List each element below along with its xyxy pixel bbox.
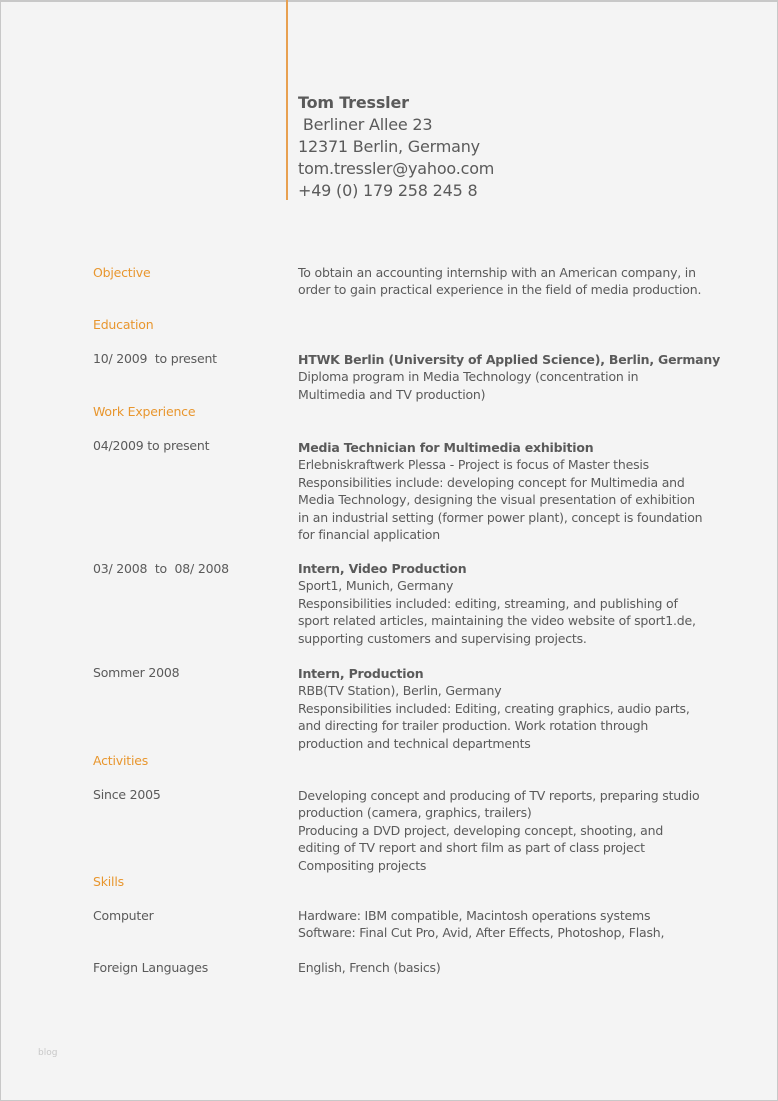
education-date: 10/ 2009 to present bbox=[93, 351, 217, 366]
work-date: 04/2009 to present bbox=[93, 438, 210, 453]
text-line: Responsibilities include: developing concept for Multimedia and bbox=[298, 474, 685, 490]
address: Berliner Allee 23 bbox=[298, 115, 433, 134]
skill-label: Computer bbox=[93, 908, 154, 923]
text-line: Sport1, Munich, Germany bbox=[298, 578, 454, 594]
text-line: Software: Final Cut Pro, Avid, After Effects, Photoshop, Flash, bbox=[298, 925, 665, 941]
objective-heading: Objective bbox=[93, 265, 151, 280]
text-line: editing of TV report and short film as part of class project bbox=[298, 840, 645, 856]
education-entry bbox=[298, 351, 728, 403]
text-line: for financial application bbox=[298, 527, 440, 543]
text-line: Responsibilities included: Editing, creating graphics, audio parts, bbox=[298, 700, 690, 716]
text-line: To obtain an accounting internship with an American company, in bbox=[298, 265, 696, 280]
text-line: Multimedia and TV production) bbox=[298, 386, 486, 402]
text-line: Compositing projects bbox=[298, 857, 427, 873]
skill-entry bbox=[298, 959, 728, 976]
text-line: Erlebniskraftwerk Plessa - Project is focus of Master thesis bbox=[298, 457, 649, 473]
text-line: and directing for trailer production. Work rotation through bbox=[298, 718, 649, 734]
entry-title: HTWK Berlin (University of Applied Science), Berlin, Germany bbox=[298, 352, 721, 367]
entry-title: Media Technician for Multimedia exhibition bbox=[298, 440, 594, 455]
text-line: supporting customers and supervising projects. bbox=[298, 630, 587, 646]
entry-title: Intern, Video Production bbox=[298, 561, 467, 576]
text-line: production (camera, graphics, trailers) bbox=[298, 805, 532, 821]
activities-entry bbox=[298, 787, 728, 874]
text-line: Responsibilities included: editing, streaming, and publishing of bbox=[298, 595, 678, 611]
entry-title: Intern, Production bbox=[298, 666, 424, 681]
work-entry bbox=[298, 560, 728, 647]
text-line: Diploma program in Media Technology (concentration in bbox=[298, 369, 639, 385]
contact-header bbox=[298, 92, 494, 202]
name: Tom Tressler bbox=[298, 93, 409, 112]
skill-entry bbox=[298, 907, 728, 942]
activities-heading: Activities bbox=[93, 753, 149, 768]
text-line: Producing a DVD project, developing concept, shooting, and bbox=[298, 822, 664, 838]
text-line: production and technical departments bbox=[298, 735, 531, 751]
watermark: blog bbox=[38, 1048, 58, 1058]
work-entry bbox=[298, 439, 728, 543]
text-line: Developing concept and producing of TV reports, preparing studio bbox=[298, 788, 700, 803]
city: 12371 Berlin, Germany bbox=[298, 137, 480, 156]
education-heading: Education bbox=[93, 317, 154, 332]
text-line: English, French (basics) bbox=[298, 960, 441, 975]
work-entry bbox=[298, 665, 728, 752]
phone: +49 (0) 179 258 245 8 bbox=[298, 181, 478, 200]
text-line: Hardware: IBM compatible, Macintosh operations systems bbox=[298, 908, 651, 923]
objective-text bbox=[298, 264, 728, 299]
accent-line bbox=[286, 0, 288, 200]
text-line: RBB(TV Station), Berlin, Germany bbox=[298, 683, 502, 699]
email[interactable]: tom.tressler@yahoo.com bbox=[298, 159, 495, 178]
activities-date: Since 2005 bbox=[93, 787, 161, 802]
skills-heading: Skills bbox=[93, 874, 124, 889]
work-date: 03/ 2008 to 08/ 2008 bbox=[93, 561, 229, 576]
text-line: Media Technology, designing the visual presentation of exhibition bbox=[298, 492, 695, 508]
work-heading: Work Experience bbox=[93, 404, 196, 419]
text-line: in an industrial setting (former power plant), concept is foundation bbox=[298, 509, 703, 525]
text-line: sport related articles, maintaining the video website of sport1.de, bbox=[298, 613, 696, 629]
text-line: order to gain practical experience in the field of media production. bbox=[298, 282, 702, 298]
work-date: Sommer 2008 bbox=[93, 665, 180, 680]
skill-label: Foreign Languages bbox=[93, 960, 209, 975]
